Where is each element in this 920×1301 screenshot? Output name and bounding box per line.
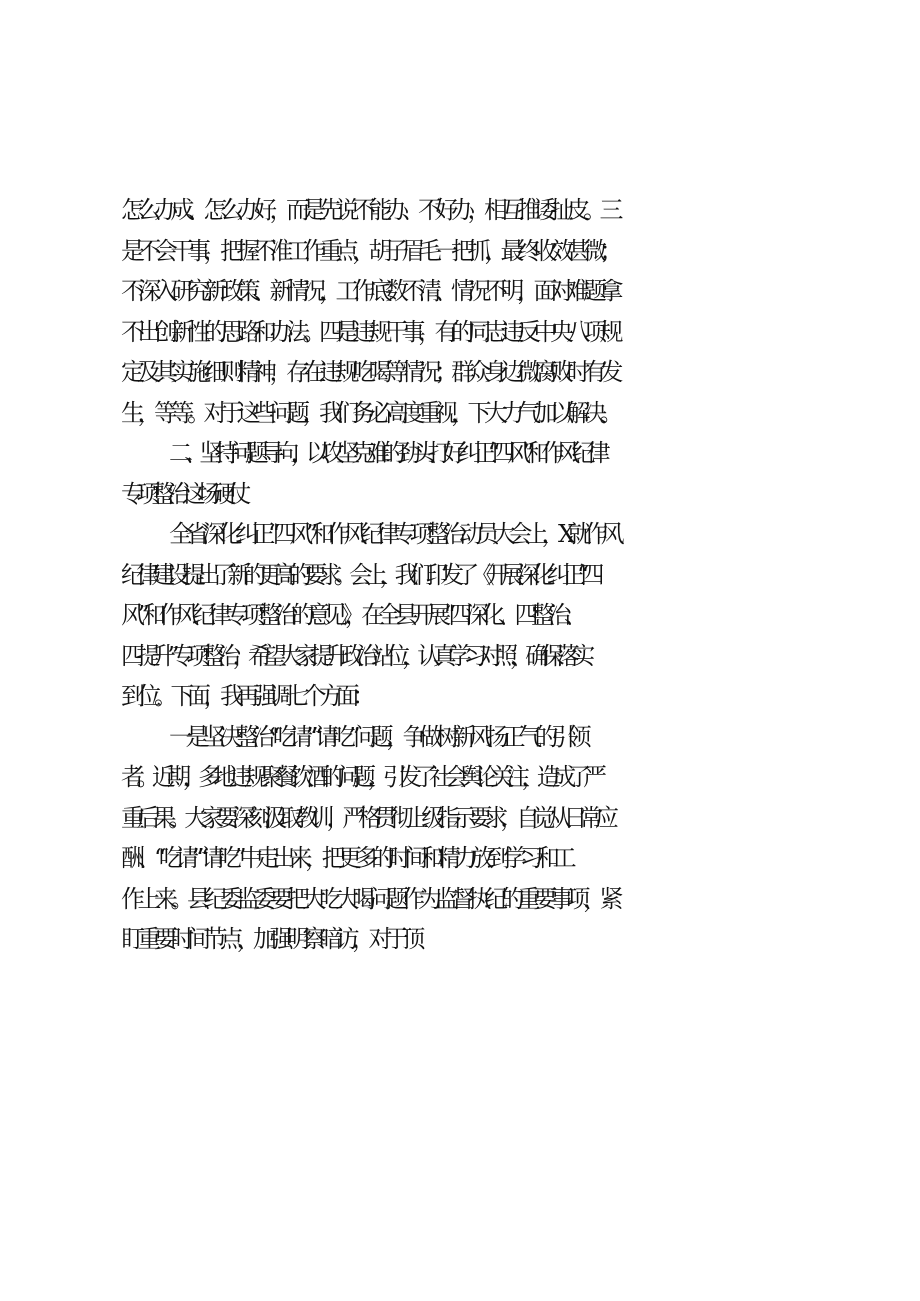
text-line: 是不会干事，把握不准工作重点，胡子眉毛一把抓，最终收效甚微； [121,236,616,265]
document-body [121,190,821,960]
text-line: 怎么办成、怎么办好，而是先说不能办、不好办，相互推诿扯皮。三 [121,196,616,224]
text-line: 不深入研究新政策、新情况，工作底数不清、情况不明，面对难题拿 [121,277,616,305]
text-line: 到位。下面，我再强调七个方面： [121,682,369,710]
text-line: 一是坚决整治“吃请”“请吃”问题，争做树新风扬正气的引领 [169,722,585,751]
text-line: 酬、“吃请”“请吃”中走出来，把更多的时间和精力放到学习和工 [121,844,570,872]
text-line: 重后果。大家要深刻汲取教训，严格贯彻上级指示要求，自觉从日常应 [121,803,611,832]
text-line: 者。近期，多地违规聚餐饮酒的问题，引发了社会舆论关注，造成了严 [121,763,599,791]
section-heading-two [121,433,821,514]
text-line: 全省深化纠正“四风”和作风纪律专项整治动员大会上，X就作风 [169,520,618,548]
text-line: 定及其实施细则精神，存在违规吃喝等情况；群众身边微腐败时有发 [121,358,616,386]
text-line: 纪律建设提出了新的更高的要求。会上，我们印发了《开展深化纠正“四 [121,560,596,589]
text-line: 不出创新性的思路和办法。四是违规干事，有的同志违反中央八项规 [121,317,616,346]
paragraph-point-one [121,717,821,960]
text-line: 盯重要时间节点，加强明察暗访，对于顶 [121,925,418,953]
text-line: 生，等等。对于这些问题，我们务必高度重视，下大力气加以解决。 [121,398,616,427]
heading-line: 专项整治这场硬仗 [121,479,243,508]
heading-line: 二、坚持问题导向，以攻坚克难的劲头打好纠正“四风”和作风纪律 [169,439,602,467]
text-line: 四提升”专项整治，希望大家提升政治站位，认真学习对照，确保落实 [121,641,587,670]
paragraph-problems-summary [121,190,821,433]
paragraph-mobilization-meeting [121,514,821,717]
text-line: 作上来。县纪委监委要把大吃大喝问题作为监督执纪的重要事项，紧 [121,884,616,913]
text-line: 风”和作风纪律专项整治的意见》，在全县开展“四深化、四整治、 [121,601,581,629]
